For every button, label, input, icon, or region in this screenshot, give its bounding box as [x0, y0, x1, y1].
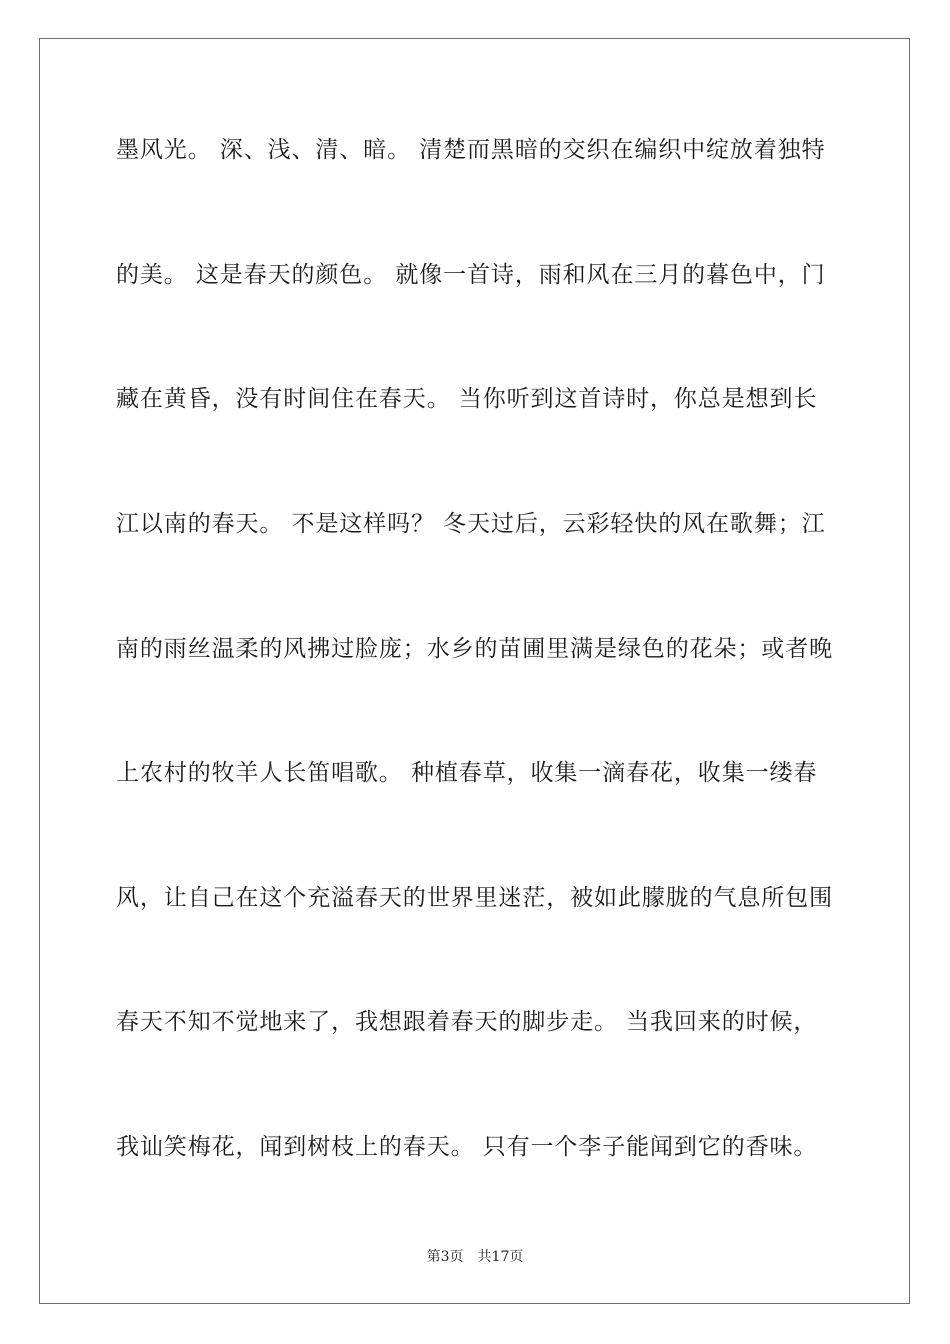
- page-total: 共17页: [477, 1249, 524, 1265]
- text-line: 风，让自己在这个充溢春天的世界里迷茫，被如此朦胧的气息所包围: [116, 885, 833, 911]
- text-line: 的美。 这是春天的颜色。 就像一首诗，雨和风在三月的暮色中，门: [116, 262, 826, 288]
- page-frame: [39, 38, 910, 1304]
- text-line: 春天不知不觉地来了，我想跟着春天的脚步走。 当我回来的时候，: [116, 1009, 818, 1035]
- text-line: 上农村的牧羊人长笛唱歌。 种植春草，收集一滴春花，收集一缕春: [116, 760, 818, 786]
- text-line: 藏在黄昏，没有时间住在春天。 当你听到这首诗时，你总是想到长: [116, 386, 818, 412]
- page-number: 第3页: [426, 1249, 464, 1265]
- text-line: 江以南的春天。 不是这样吗？ 冬天过后，云彩轻快的风在歌舞；江: [116, 511, 826, 537]
- text-line: 我讪笑梅花，闻到树枝上的春天。 只有一个李子能闻到它的香味。: [116, 1134, 818, 1160]
- text-line: 墨风光。 深、浅、清、暗。 清楚而黑暗的交织在编织中绽放着独特: [116, 137, 826, 163]
- page-footer: [0, 1247, 950, 1267]
- text-line: 南的雨丝温柔的风拂过脸庞；水乡的苗圃里满是绿色的花朵；或者晚: [116, 636, 833, 662]
